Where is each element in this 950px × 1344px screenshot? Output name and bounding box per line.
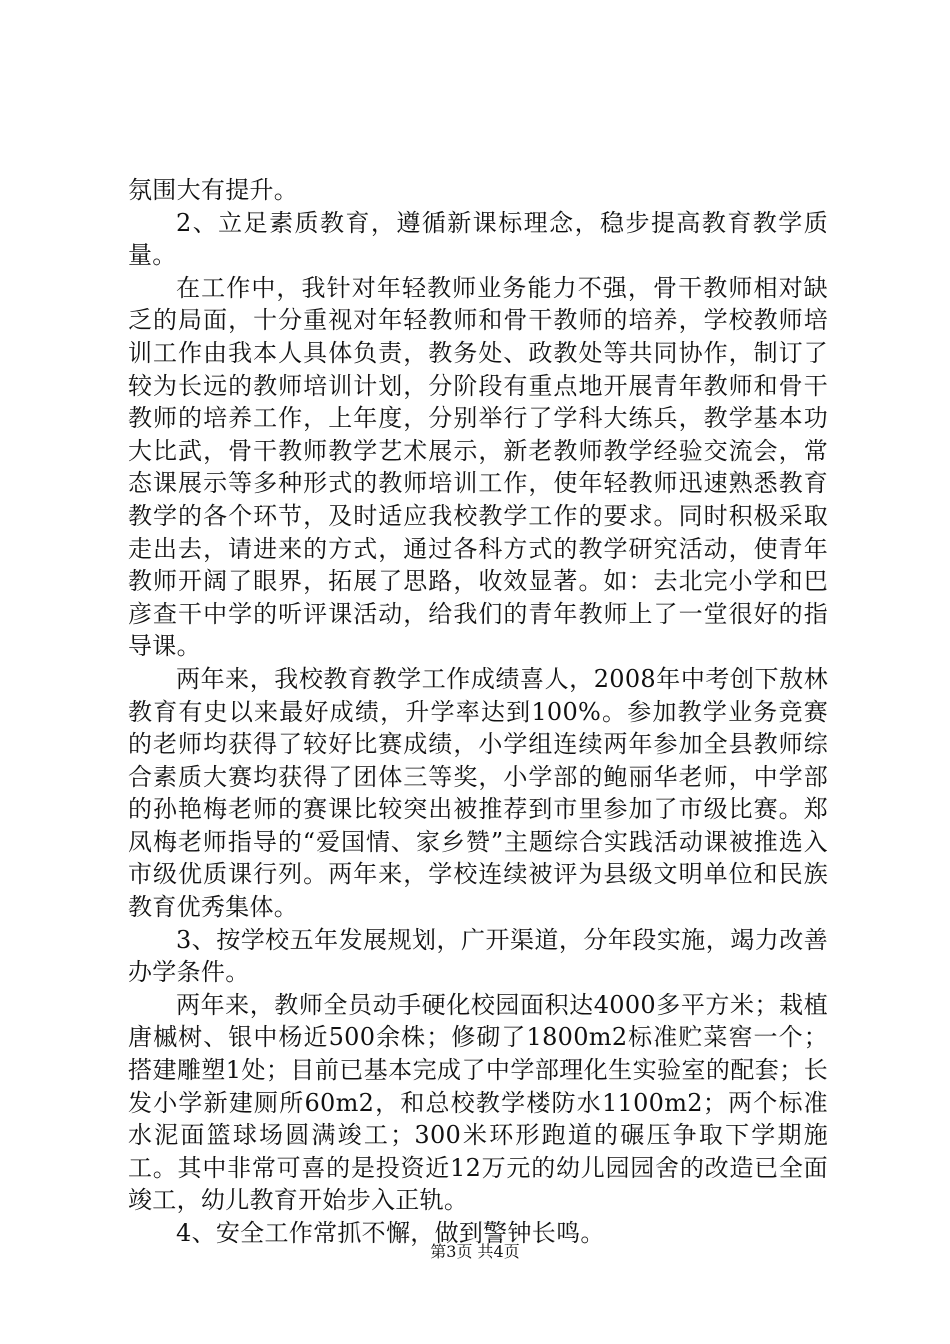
paragraph-4: 两年来，我校教育教学工作成绩喜人，2008年中考创下敖林教育有史以来最好成绩，升学率达到100%。参加教学业务竞赛的老师均获得了较好比赛成绩，小学组连续两年参加全县教师综合素质大赛均获得了团体三等奖，小学部的鲍丽华老师，中学部的孙艳梅老师的赛课比较突出被推荐到市里参加了市级比赛。郑凤梅老师指导的“爱国情、家乡赞”主题综合实践活动课被推选入市级优质课行列。两年来，学校连续被评为县级文明单位和民族教育优秀集体。 xyxy=(128,664,828,922)
paragraph-6: 两年来，教师全员动手硬化校园面积达4000多平方米；栽植唐槭树、银中杨近500余株；修砌了1800m2标准贮菜窖一个；搭建雕塑1处；目前已基本完成了中学部理化生实验室的配套；长发小学新建厕所60m2，和总校教学楼防水1100m2；两个标准水泥面篮球场圆满竣工；300米环形跑道的碾压争取下学期施工。其中非常可喜的是投资近12万元的幼儿园园舍的改造已全面竣工，幼儿教育开始步入正轨。 xyxy=(128,990,828,1215)
paragraph-1: 氛围大有提升。 xyxy=(128,176,299,204)
document-body xyxy=(128,174,828,1250)
paragraph-2: 2、立足素质教育，遵循新课标理念，稳步提高教育教学质量。 xyxy=(128,208,828,270)
paragraph-7: 4、安全工作常抓不懈，做到警钟长鸣。 xyxy=(176,1219,605,1247)
paragraph-5: 3、按学校五年发展规划，广开渠道，分年段实施，竭力改善办学条件。 xyxy=(128,925,828,987)
page-footer: 第3页 共4页 xyxy=(430,1242,520,1261)
paragraph-3: 在工作中，我针对年轻教师业务能力不强，骨干教师相对缺乏的局面，十分重视对年轻教师和骨干教师的培养，学校教师培训工作由我本人具体负责，教务处、政教处等共同协作，制订了较为长远的教师培训计划，分阶段有重点地开展青年教师和骨干教师的培养工作，上年度，分别举行了学科大练兵，教学基本功大比武，骨干教师教学艺术展示，新老教师教学经验交流会，常态课展示等多种形式的教师培训工作，使年轻教师迅速熟悉教育教学的各个环节，及时适应我校教学工作的要求。同时积极采取走出去，请进来的方式，通过各科方式的教学研究活动，使青年教师开阔了眼界，拓展了思路，收效显著。如：去北完小学和巴彦查干中学的听评课活动，给我们的青年教师上了一堂很好的指导课。 xyxy=(128,273,828,661)
